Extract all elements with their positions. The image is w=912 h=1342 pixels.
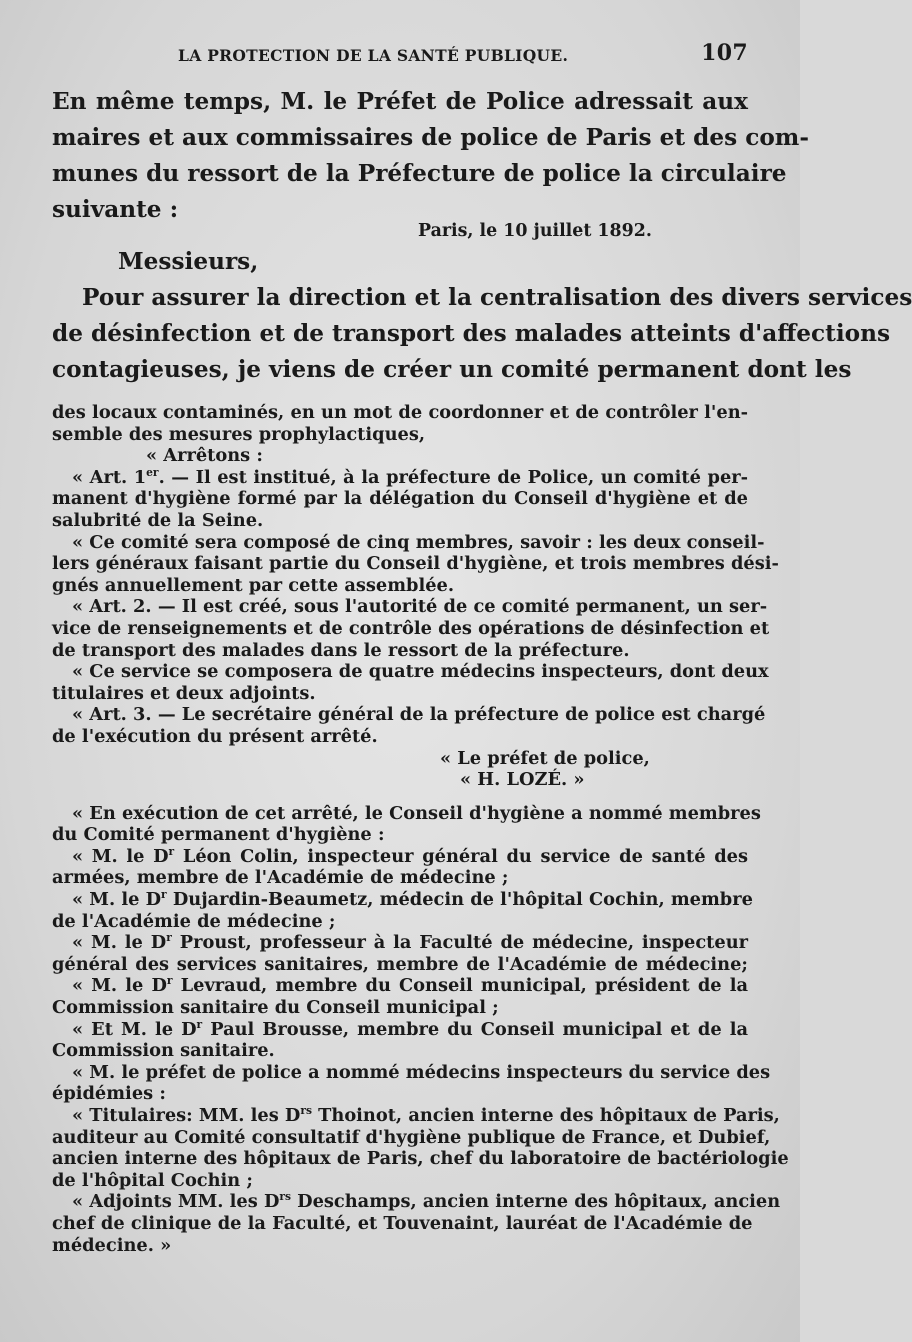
- text-line: de transport des malades dans le ressort de la préfecture.: [52, 639, 630, 661]
- lead-line: de désinfection et de transport des malades atteints d'affections: [52, 320, 891, 347]
- running-head: [52, 40, 748, 76]
- text-line: lers généraux faisant partie du Conseil d'hygiène, et trois membres dési-: [52, 553, 779, 575]
- text-line: chef de clinique de la Faculté, et Touvenaint, lauréat de l'Académie de: [52, 1212, 753, 1234]
- text-line: général des services sanitaires, membre de l'Académie de médecine;: [52, 953, 748, 975]
- text-line: titulaires et deux adjoints.: [52, 682, 316, 704]
- letter-salutation: Messieurs,: [118, 248, 259, 275]
- text-line: « Titulaires: MM. les $D^{rs}$ Thoinot, ancien interne des hôpitaux de Paris,: [72, 1104, 780, 1126]
- text-line: « Arrêtons :: [146, 445, 263, 467]
- text-line: auditeur au Comité consultatif d'hygiène publique de France, et Dubief,: [52, 1126, 771, 1148]
- text-line: Commission sanitaire.: [52, 1040, 275, 1062]
- text-line: médecine. »: [52, 1234, 172, 1256]
- text-line: du Comité permanent d'hygiène :: [52, 824, 385, 846]
- lead-line: contagieuses, je viens de créer un comité permanent dont les: [52, 356, 852, 383]
- text-line: « M. le $D^r$ Dujardin-Beaumetz, médecin de l'hôpital Cochin, membre: [72, 888, 753, 911]
- letter-date: Paris, le 10 juillet 1892.: [418, 221, 652, 241]
- text-line: ancien interne des hôpitaux de Paris, chef du laboratoire de bactériologie: [52, 1148, 789, 1170]
- text-line: « Art. 3. — Le secrétaire général de la préfecture de police est chargé: [72, 704, 766, 726]
- text-line: « Ce service se composera de quatre médecins inspecteurs, dont deux: [72, 661, 769, 683]
- text-line: semble des mesures prophylactiques,: [52, 423, 426, 445]
- text-line: « En exécution de cet arrêté, le Conseil d'hygiène a nommé membres: [72, 802, 761, 824]
- lead-line: Pour assurer la direction et la centralisation des divers services: [82, 284, 912, 311]
- text-line: « M. le préfet de police a nommé médecins inspecteurs du service des: [72, 1061, 771, 1083]
- lead-line: maires et aux commissaires de police de Paris et des com-: [52, 124, 809, 151]
- text-line: de l'hôpital Cochin ;: [52, 1169, 253, 1191]
- text-line: armées, membre de l'Académie de médecine ;: [52, 867, 509, 889]
- text-line: vice de renseignements et de contrôle des opérations de désinfection et: [52, 617, 770, 639]
- lead-section: [52, 84, 912, 388]
- text-line: de l'Académie de médecine ;: [52, 910, 336, 932]
- text-line: Commission sanitaire du Conseil municipal ;: [52, 997, 499, 1019]
- signature-title: « Le préfet de police,: [440, 747, 650, 769]
- text-line: « Adjoints MM. les $D^{rs}$ Deschamps, ancien interne des hôpitaux, ancien: [72, 1190, 781, 1213]
- lead-line: En même temps, M. le Préfet de Police adressait aux: [52, 88, 748, 115]
- text-line: épidémies :: [52, 1083, 166, 1105]
- text-line: salubrité de la Seine.: [52, 509, 264, 531]
- lead-line: munes du ressort de la Préfecture de police la circulaire: [52, 160, 787, 187]
- text-line: « Art. 2. — Il est créé, sous l'autorité de ce comité permanent, un ser-: [72, 596, 768, 618]
- text-line: « Art. 1er. — Il est institué, à la préfecture de Police, un comité per-: [72, 465, 749, 488]
- text-line: « M. le $D^r$ Proust, professeur à la Faculté de médecine, inspecteur: [72, 931, 748, 954]
- lead-line: suivante :: [52, 196, 179, 223]
- text-line: manent d'hygiène formé par la délégation du Conseil d'hygiène et de: [52, 488, 748, 510]
- body-section: [52, 402, 789, 1256]
- text-line: des locaux contaminés, en un mot de coordonner et de contrôler l'en-: [52, 402, 748, 423]
- running-title: LA PROTECTION DE LA SANTÉ PUBLIQUE.: [178, 46, 569, 65]
- text-line: « Ce comité sera composé de cinq membres, savoir : les deux conseil-: [72, 531, 765, 553]
- text-line: « M. le $D^r$ Levraud, membre du Conseil municipal, président de la: [72, 974, 749, 997]
- signature-name: « H. LOZÉ. »: [460, 769, 585, 791]
- text-line: « M. le $D^r$ Léon Colin, inspecteur général du service de santé des: [72, 844, 748, 867]
- text-line: « Et M. le $D^r$ Paul Brousse, membre du Conseil municipal et de la: [72, 1017, 748, 1040]
- text-line: de l'exécution du présent arrêté.: [52, 725, 378, 747]
- page-number: 107: [701, 40, 748, 66]
- text-line: gnés annuellement par cette assemblée.: [52, 574, 455, 596]
